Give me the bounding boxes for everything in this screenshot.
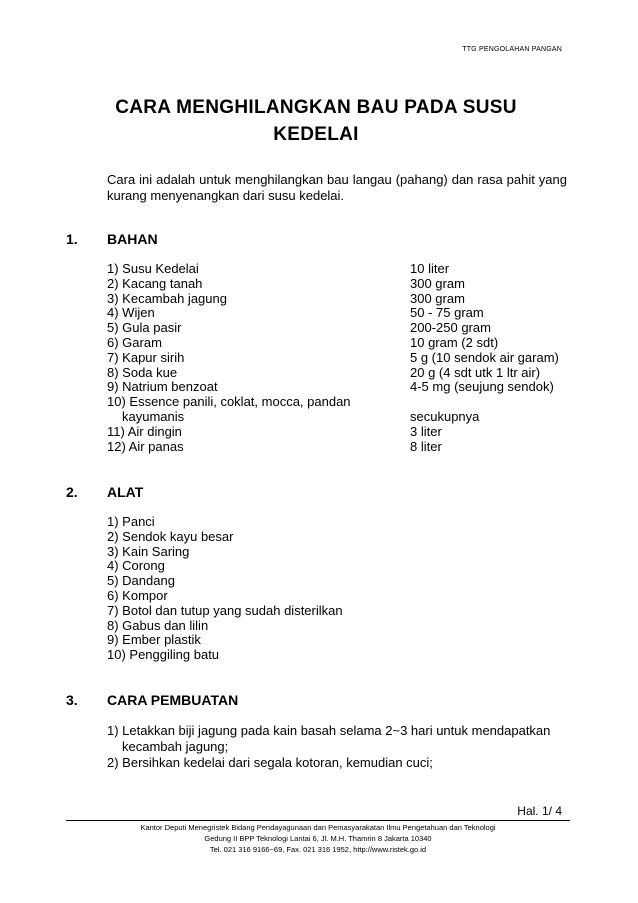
list-item: 2) Kacang tanah 300 gram: [107, 275, 465, 291]
list-item: 10) Penggiling batu: [107, 647, 220, 663]
footer: [66, 822, 570, 855]
list-item: 9) Natrium benzoat 4-5 mg (seujung sendok): [107, 379, 554, 395]
list-item: 5) Gula pasir 200-250 gram: [107, 320, 491, 336]
alat-list: [107, 515, 343, 663]
footer-line-1: Kantor Deputi Menegristek Bidang Pendayagunaan dan Pemasyarakatan Ilmu Pengetahuan dan Teknologi: [140, 823, 496, 832]
section-title-alat: ALAT: [107, 484, 144, 500]
list-item: 9) Ember plastik: [107, 632, 201, 648]
list-item: 4) Corong: [107, 558, 165, 574]
title-line-1: CARA MENGHILANGKAN BAU PADA SUSU: [115, 97, 517, 118]
section-title-cara: CARA PEMBUATAN: [107, 692, 239, 708]
list-item: 1) Panci: [107, 514, 155, 529]
list-item: 4) Wijen 50 - 75 gram: [107, 305, 484, 321]
section-number-bahan: 1.: [66, 231, 78, 247]
list-item: 8) Soda kue 20 g (4 sdt utk 1 ltr air): [107, 364, 541, 380]
footer-line-2: Gedung II BPP Teknologi Lantai 6, Jl. M.H. Thamrin 8 Jakarta 10340: [204, 834, 432, 843]
page-number: Hal. 1/ 4: [517, 804, 562, 818]
intro-paragraph: Cara ini adalah untuk menghilangkan bau langau (pahang) dan rasa pahit yang kurang menyenangkan dari susu kedelai.: [107, 172, 567, 203]
list-item: 12) Air panas 8 liter: [107, 438, 442, 454]
list-item: 1) Susu Kedelai 10 liter: [107, 261, 450, 276]
list-item: 3) Kecambah jagung 300 gram: [107, 290, 465, 306]
step-item: 2) Bersihkan kedelai dari segala kotoran, kemudian cuci;: [107, 755, 433, 770]
langkah-list: [107, 723, 567, 771]
list-item: 6) Kompor: [107, 587, 168, 603]
title-line-2: KEDELAI: [273, 124, 359, 145]
list-item: 7) Botol dan tutup yang sudah disterilkan: [107, 602, 343, 618]
step-item: 1) Letakkan biji jagung pada kain basah selama 2~3 hari untuk mendapatkan kecambah jagung;: [107, 723, 551, 754]
list-item: 6) Garam 10 gram (2 sdt): [107, 334, 499, 350]
section-number-cara: 3.: [66, 692, 78, 708]
header-tag: TTG PENGOLAHAN PANGAN: [462, 46, 562, 53]
page-title: [66, 94, 566, 148]
footer-divider: [66, 820, 570, 821]
bahan-list: [107, 261, 559, 454]
list-item: 2) Sendok kayu besar: [107, 528, 234, 544]
footer-line-3: Tel. 021 316 9166~69, Fax. 021 316 1952, http://www.ristek.go.id: [209, 845, 427, 854]
list-item: 5) Dandang: [107, 573, 175, 589]
section-title-bahan: BAHAN: [107, 231, 158, 247]
section-number-alat: 2.: [66, 484, 78, 500]
list-item: 8) Gabus dan lilin: [107, 617, 209, 633]
list-item: 10) Essence panili, coklat, mocca, pandan: [107, 394, 351, 410]
list-item: 11) Air dingin 3 liter: [107, 423, 442, 439]
list-item: 3) Kain Saring: [107, 543, 190, 559]
list-item: kayumanis secukupnya: [122, 408, 480, 424]
list-item: 7) Kapur sirih 5 g (10 sendok air garam): [107, 349, 559, 365]
